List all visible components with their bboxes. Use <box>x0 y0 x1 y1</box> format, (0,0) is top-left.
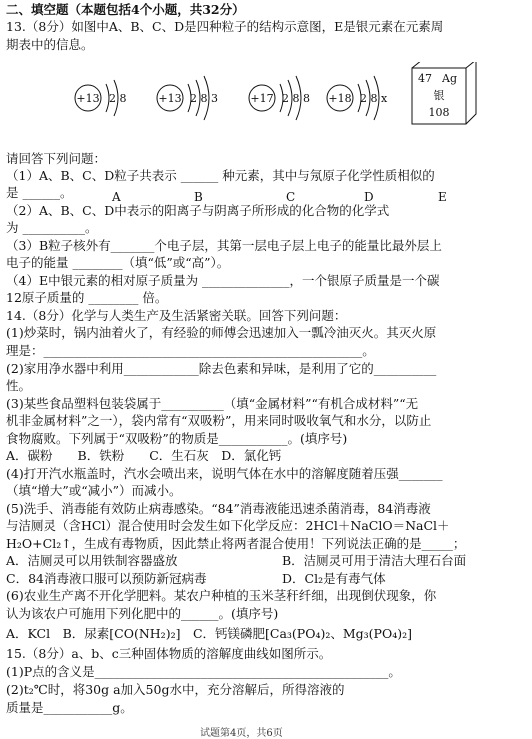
q14-s4-line2: （填“增大”或“减小”）而减小。 <box>6 483 182 498</box>
atom-b-shells: 2 8 3 <box>190 92 218 105</box>
q13-part3-line1: （3）B粒子核外有_______个电子层，其第一层电子层上电子的能量比最外层上 <box>6 238 442 253</box>
q13-part1-line1: （1）A、B、C、D粒子共表示 ______ 种元素，其中与氖原子化学性质相似的 <box>6 168 435 183</box>
atom-d-shells: 2 8 x <box>360 92 388 105</box>
page-footer: 试题第4页，共6页 <box>200 728 283 739</box>
q13-part2-line1: （2）A、B、C、D中表示的阳离子与阴离子所形成的化合物的化学式 <box>6 203 390 218</box>
q15-s2-line1: (2)t₂℃时，将30g a加入50g水中，充分溶解后，所得溶液的 <box>6 682 345 697</box>
q14-s1-line2: 理是：___________________________________________________。 <box>6 343 375 358</box>
q14-s4-line1: (4)打开汽水瓶盖时，汽水会喷出来，说明气体在水中的溶解度随着压强_______ <box>6 466 443 481</box>
q14-stem: 14.（8分）化学与人类生产及生活紧密关联。回答下列问题： <box>6 308 347 323</box>
atom-c-shells: 2 8 8 <box>282 92 310 105</box>
element-e-number: 47 <box>418 72 432 85</box>
q13-part1-line2: 是 ______。 <box>6 185 73 200</box>
q13-part2-line2: 为 __________。 <box>6 220 98 235</box>
atom-a-nucleus: +13 <box>76 92 100 105</box>
q14-s2-line1: (2)家用净水器中利用____________除去色素和异味，是利用了它的__________ <box>6 361 437 376</box>
q14-s3-line1: (3)某些食品塑料包装袋属于__________（填“金属材料”“有机合成材料”“无 <box>6 396 419 411</box>
element-e-label: E <box>438 190 447 204</box>
q14-s3-line2: 机非金属材料”之一），袋内常有“双吸粉”，用来同时吸收氧气和水分，以防止 <box>6 413 432 428</box>
q14-s1-line1: (1)炒菜时，锅内油着火了，有经验的师傅会迅速加入一瓢冷油灭火。其灭火原 <box>6 325 437 340</box>
atom-a-shells: 2 8 <box>109 92 127 105</box>
q14-s5-option-a: A．洁厕灵可以用铁制容器盛放 <box>6 553 178 568</box>
atom-a-label: A <box>112 190 121 204</box>
atom-c-nucleus: +17 <box>250 92 274 105</box>
atom-c-label: C <box>286 190 296 204</box>
atom-d-label: D <box>364 190 374 204</box>
q13-prompt: 请回答下列问题： <box>6 151 107 166</box>
q14-s3-line3: 食物腐败。下列属于“双吸粉”的物质是___________。(填序号) <box>6 431 348 446</box>
atom-d-nucleus: +18 <box>328 92 352 105</box>
q14-s2-line2: 性。 <box>6 378 32 393</box>
section-header: 二、填空题（本题包括4个小题，共32分） <box>6 2 245 17</box>
q13-part3-line2: 电子的能量 ________（填“低”或“高”）。 <box>6 255 230 270</box>
q13-stem-line2: 期表中的信息。 <box>6 37 94 52</box>
q13-part4-line1: （4）E中银元素的相对原子质量为 ______________，一个银原子质量是一个碳 <box>6 273 440 288</box>
q14-s6-line2: 认为该农户可施用下列化肥中的______。(填序号) <box>6 606 279 621</box>
q14-s3-options: A．碳粉 B．铁粉 C．生石灰 D．氯化钙 <box>6 448 282 463</box>
q14-s6-line1: (6)农业生产离不开化学肥料。某农户种植的玉米茎秆纤细，出现倒伏现象，你 <box>6 588 437 603</box>
q13-part4-line2: 12原子质量的 ________ 倍。 <box>6 290 168 305</box>
atom-b-nucleus: +13 <box>158 92 182 105</box>
q14-s5-option-d: D．Cl₂是有毒气体 <box>282 571 386 586</box>
q14-s6-options: A．KCl B．尿素[CO(NH₂)₂] C．钙镁磷肥[Ca₃(PO₄)₂、Mg₃(PO₄)₂] <box>6 626 412 641</box>
q14-s5-line2: 与洁厕灵（含HCl）混合使用时会发生如下化学反应：2HCl＋NaClO＝NaCl＋ <box>6 518 450 533</box>
q14-s5-option-c: C．84消毒液口服可以预防新冠病毒 <box>6 571 207 586</box>
atom-diagram-svg <box>60 62 480 132</box>
q15-stem: 15.（8分）a、b、c三种固体物质的溶解度曲线如图所示。 <box>6 646 332 661</box>
element-e-symbol: Ag <box>442 72 457 85</box>
q14-s5-option-b: B．洁厕灵可用于清洁大理石台面 <box>282 553 467 568</box>
q15-s2-line2: 质量是___________g。 <box>6 700 133 715</box>
q15-s1: (1)P点的含义是_______________________________________________。 <box>6 664 401 679</box>
atom-b-label: B <box>194 190 203 204</box>
element-e-name: 银 <box>433 89 445 102</box>
element-e-mass: 108 <box>428 106 450 119</box>
q14-s5-line3: H₂O+Cl₂↑，生成有毒物质，因此禁止将两者混合使用！下列说法正确的是_____； <box>6 536 466 551</box>
q13-stem-line1: 13.（8分）如图中A、B、C、D是四种粒子的结构示意图，E是银元素在元素周 <box>6 19 444 34</box>
q14-s5-line1: (5)洗手、消毒能有效防止病毒感染。“84”消毒液能迅速杀菌消毒，84消毒液 <box>6 501 431 516</box>
